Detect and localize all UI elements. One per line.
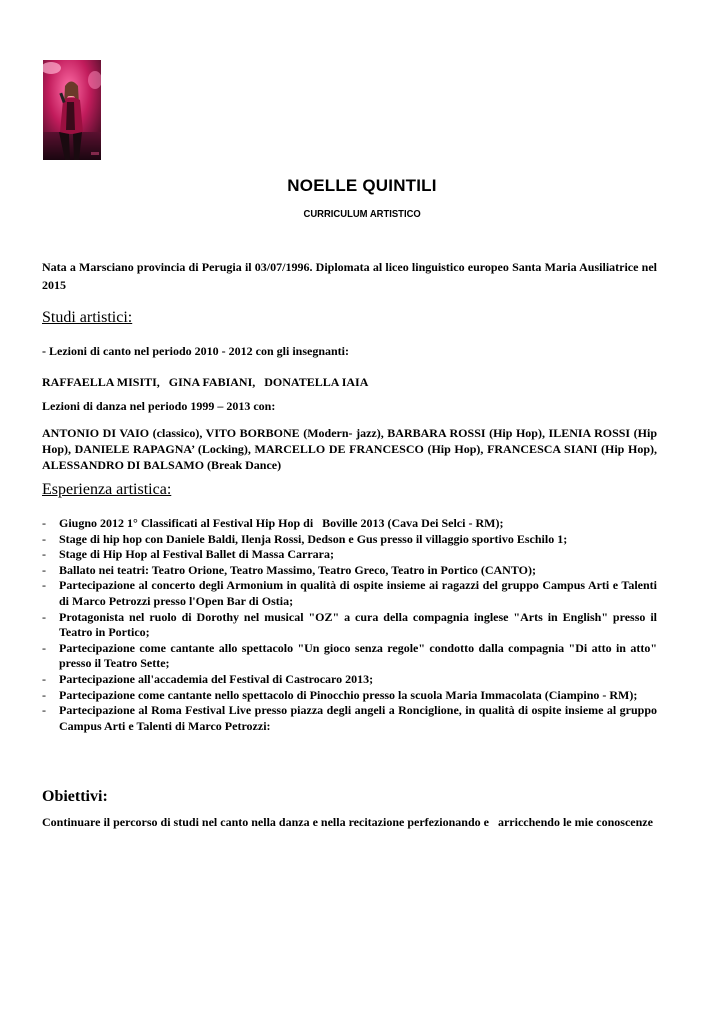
list-item-text: Partecipazione come cantante nello spettacolo di Pinocchio presso la scuola Maria Immacolata (Ciampino - RM); bbox=[59, 687, 638, 702]
list-item-text: Stage di Hip Hop al Festival Ballet di Massa Carrara; bbox=[59, 547, 334, 562]
list-bullet: - bbox=[42, 516, 46, 530]
list-item-text: Partecipazione al Roma Festival Live presso piazza degli angeli a Ronciglione, in qualità di ospite insieme al gruppo Campus Arti e Talenti di Marco Petrozzi: bbox=[59, 703, 657, 733]
studi-heading: Studi artistici: bbox=[42, 309, 133, 326]
list-item-text: Partecipazione al concerto degli Armonium in qualità di ospite insieme ai ragazzi del gruppo Campus Arti e Talenti di Marco Petrozzi presso l'Open Bar di Ostia; bbox=[59, 578, 657, 608]
list-item bbox=[42, 688, 657, 704]
list-item bbox=[42, 563, 657, 579]
esperienza-heading: Esperienza artistica: bbox=[42, 481, 172, 498]
list-bullet: - bbox=[42, 671, 46, 686]
cv-subtitle bbox=[0, 208, 724, 220]
obiettivi-heading: Obiettivi: bbox=[42, 788, 108, 805]
list-item bbox=[42, 532, 657, 548]
cv-name-title: NOELLE QUINTILI bbox=[287, 176, 437, 195]
list-item-text: Ballato nei teatri: Teatro Orione, Teatro Massimo, Teatro Greco, Teatro in Portico (CANTO); bbox=[59, 562, 536, 577]
list-bullet: - bbox=[42, 547, 46, 562]
singer-photo-image bbox=[43, 60, 101, 160]
list-item-text: Protagonista nel ruolo di Dorothy nel musical "OZ" a cura della compagnia inglese "Arts in English" presso il Teatro in Portico; bbox=[59, 609, 657, 640]
list-bullet: - bbox=[42, 687, 46, 702]
list-bullet: - bbox=[42, 609, 46, 624]
list-bullet: - bbox=[42, 578, 46, 593]
list-item bbox=[42, 578, 657, 609]
list-item bbox=[42, 610, 657, 641]
list-item-text: Stage di hip hop con Daniele Baldi, Ilenja Rossi, Dedson e Gus presso il villaggio sportivo Eschilo 1; bbox=[59, 531, 568, 546]
list-item bbox=[42, 516, 657, 532]
list-item-text: Giugno 2012 1° Classificati al Festival Hip Hop di Boville 2013 (Cava Dei Selci - RM); bbox=[59, 516, 504, 530]
danza-intro: Lezioni di danza nel periodo 1999 – 2013 con: bbox=[42, 399, 276, 413]
list-item bbox=[42, 641, 657, 672]
cv-subtitle-text: CURRICULUM ARTISTICO bbox=[303, 208, 421, 220]
list-bullet: - bbox=[42, 703, 46, 718]
list-item-text: Partecipazione all'accademia del Festival di Castrocaro 2013; bbox=[59, 671, 374, 686]
list-bullet: - bbox=[42, 562, 46, 577]
list-bullet: - bbox=[42, 640, 46, 655]
danza-teachers: ANTONIO DI VAIO (classico), VITO BORBONE (Modern- jazz), BARBARA ROSSI (Hip Hop), ILENIA ROSSI (Hip Hop), DANIELE RAPAGNA’ (Locking), MARCELLO DE FRANCESCO (Hip Hop), FRANCESCA SIANI (Hip Hop), ALESSANDRO DI BALSAMO (Break Dance) bbox=[42, 426, 657, 472]
canto-teachers: RAFFAELLA MISITI, GINA FABIANI, DONATELLA IAIA bbox=[42, 375, 369, 389]
intro-paragraph: Nata a Marsciano provincia di Perugia il 03/07/1996. Diplomata al liceo linguistico europeo Santa Maria Ausiliatrice nel 2015 bbox=[42, 260, 657, 292]
list-item bbox=[42, 703, 657, 734]
esperienza-list bbox=[42, 516, 657, 734]
list-item bbox=[42, 672, 657, 688]
canto-intro: - Lezioni di canto nel periodo 2010 - 2012 con gli insegnanti: bbox=[42, 344, 350, 358]
list-item bbox=[42, 547, 657, 563]
profile-photo bbox=[43, 60, 101, 160]
obiettivi-text: Continuare il percorso di studi nel canto nella danza e nella recitazione perfezionando e arricchendo le mie conoscenze bbox=[42, 815, 653, 829]
list-item-text: Partecipazione come cantante allo spettacolo "Un gioco senza regole" condotto dalla compagnia "Di atto in atto" presso il Teatro Sette; bbox=[59, 640, 657, 671]
list-bullet: - bbox=[42, 531, 46, 546]
